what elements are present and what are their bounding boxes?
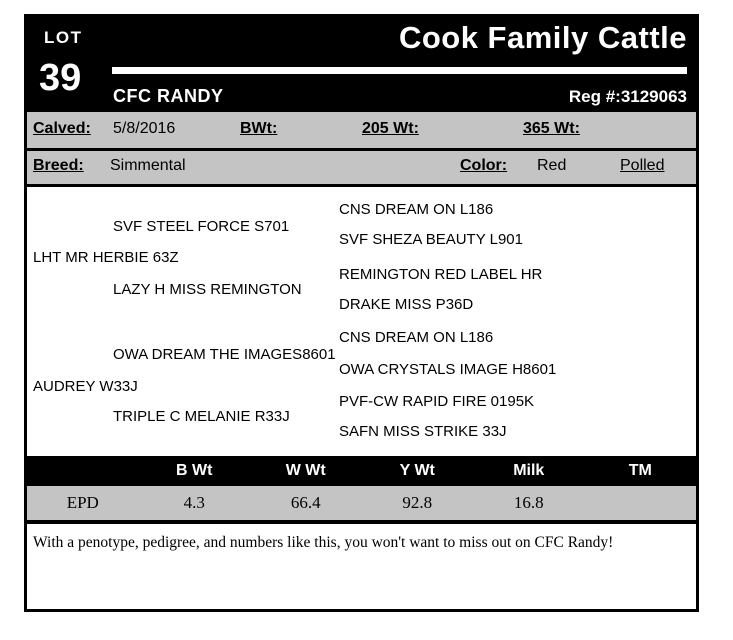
epd-col-milk: Milk xyxy=(513,462,545,479)
animal-name: CFC RANDY xyxy=(113,86,224,106)
weights-row xyxy=(27,112,696,151)
sire-dam-sire: REMINGTON RED LABEL HR xyxy=(339,266,543,283)
epd-col-tm: TM xyxy=(628,462,652,479)
epd-wwt-value: 66.4 xyxy=(290,493,321,512)
dam-sire-dam: OWA CRYSTALS IMAGE H8601 xyxy=(339,361,557,378)
epd-ywt-value: 92.8 xyxy=(402,493,433,512)
sire-sire: SVF STEEL FORCE S701 xyxy=(113,218,290,235)
epd-row-label: EPD xyxy=(66,493,99,512)
lot-number: 39 xyxy=(39,57,82,99)
breed-value: Simmental xyxy=(110,157,186,174)
dam-dam-dam: SAFN MISS STRIKE 33J xyxy=(339,423,507,440)
epd-values-row xyxy=(27,486,696,524)
epd-milk-value: 16.8 xyxy=(513,493,544,512)
sire-dam-dam: DRAKE MISS P36D xyxy=(339,296,474,313)
calved-value: 5/8/2016 xyxy=(113,120,176,137)
ranch-title: Cook Family Cattle xyxy=(398,20,687,55)
sire-granddam: SVF SHEZA BEAUTY L901 xyxy=(339,231,523,248)
dam-name: AUDREY W33J xyxy=(33,378,138,395)
color-value: Red xyxy=(537,157,567,174)
birth-weight-label: BWt: xyxy=(240,120,278,137)
dam-dam: TRIPLE C MELANIE R33J xyxy=(113,408,290,425)
epd-col-ywt: Y Wt xyxy=(399,462,435,479)
epd-header-row xyxy=(27,456,696,486)
sire-grandsire: CNS DREAM ON L186 xyxy=(339,201,494,218)
breed-label: Breed: xyxy=(33,157,84,174)
card-header xyxy=(27,17,696,112)
pedigree-chart xyxy=(27,187,696,456)
header-divider xyxy=(112,67,687,74)
epd-col-wwt: W Wt xyxy=(285,462,326,479)
epd-bwt-value: 4.3 xyxy=(183,493,205,512)
calved-label: Calved: xyxy=(33,120,91,137)
dam-sire-sire: CNS DREAM ON L186 xyxy=(339,329,494,346)
color-label: Color: xyxy=(460,157,508,174)
lot-label: LOT xyxy=(44,28,83,47)
lot-card xyxy=(24,14,699,612)
epd-col-bwt: B Wt xyxy=(176,462,213,479)
365-weight-label: 365 Wt: xyxy=(523,120,580,137)
sale-note: With a penotype, pedigree, and numbers like this, you won't want to miss out on CFC Randy! xyxy=(27,524,696,609)
dam-sire: OWA DREAM THE IMAGES8601 xyxy=(113,346,336,363)
dam-dam-sire: PVF-CW RAPID FIRE 0195K xyxy=(339,393,535,410)
sire-dam: LAZY H MISS REMINGTON xyxy=(113,281,302,298)
205-weight-label: 205 Wt: xyxy=(362,120,419,137)
sire-name: LHT MR HERBIE 63Z xyxy=(33,249,179,266)
registration-number: Reg #:3129063 xyxy=(568,87,687,106)
breed-row xyxy=(27,151,696,187)
polled-flag: Polled xyxy=(620,157,665,174)
